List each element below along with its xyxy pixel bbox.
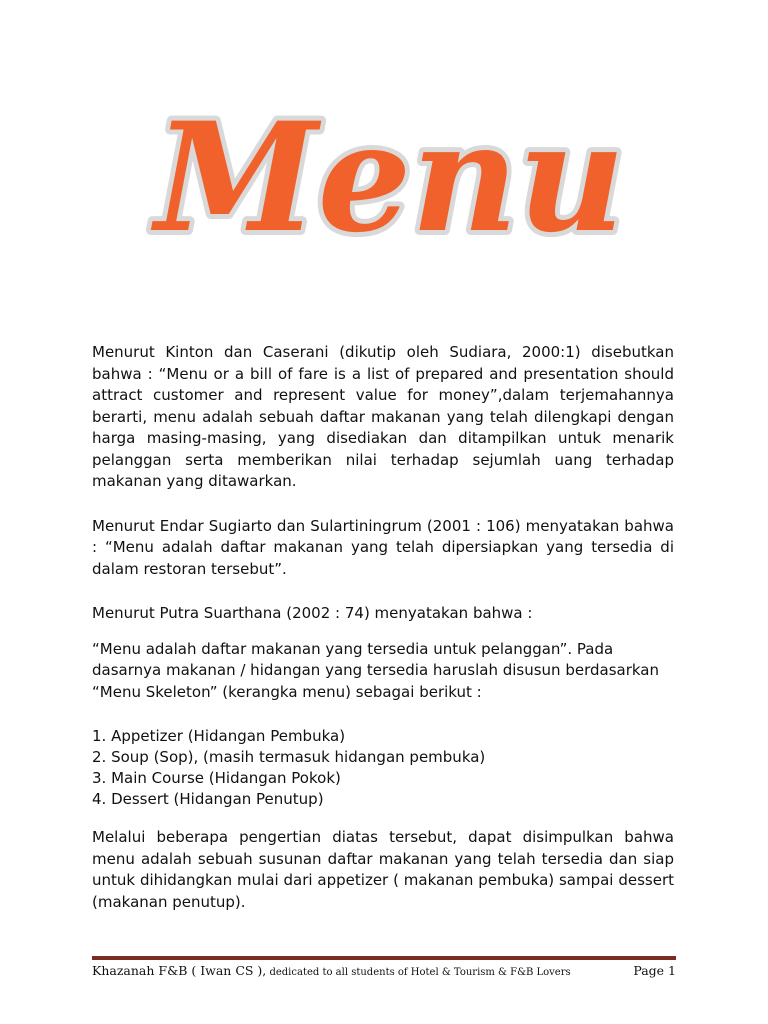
paragraph-definition-sugiarto: Menurut Endar Sugiarto dan Sulartiningrum (2001 : 106) menyatakan bahwa : “Menu adalah daftar makanan yang telah dipersiapkan yang tersedia di dalam restoran tersebut”. (92, 516, 674, 578)
footer-author: Khazanah F&B ( Iwan CS ), (92, 963, 267, 978)
paragraph-conclusion: Melalui beberapa pengertian diatas tersebut, dapat disimpulkan bahwa menu adalah sebuah susunan daftar makanan yang telah tersedia dan siap untuk dihidangkan mulai dari appetizer ( makanan pembuka) sampai dessert (makanan penutup). (92, 828, 674, 911)
document-body (92, 342, 674, 913)
paragraph-definition-suarthana: Menurut Putra Suarthana (2002 : 74) menyatakan bahwa : (92, 604, 533, 622)
paragraph-definition-kinton: Menurut Kinton dan Caserani (dikutip oleh Sudiara, 2000:1) disebutkan bahwa : “Menu or a bill of fare is a list of prepared and presentation should attract customer and represent value for money”,dalam terjemahannya berarti, menu adalah sebuah daftar makanan yang telah dilengkapi dengan harga masing-masing, yang disediakan dan ditampilkan untuk menarik pelanggan serta memberikan nilai terhadap sejumlah uang terhadap makanan yang ditawarkan. (92, 343, 674, 490)
list-item: 3. Main Course (Hidangan Pokok) (92, 769, 341, 787)
footer-dedication: dedicated to all students of Hotel & Tourism & F&B Lovers (266, 967, 571, 978)
list-item: 2. Soup (Sop), (masih termasuk hidangan pembuka) (92, 748, 486, 766)
list-item: 1. Appetizer (Hidangan Pembuka) (92, 727, 346, 745)
menu-title-art (140, 80, 640, 280)
menu-title: Menu (150, 90, 625, 266)
paragraph-menu-skeleton: “Menu adalah daftar makanan yang tersedia untuk pelanggan”. Pada dasarnya makanan / hidangan yang tersedia haruslah disusun berdasarkan “Menu Skeleton” (kerangka menu) sebagai berikut : (92, 639, 659, 701)
footer-divider (92, 956, 676, 960)
page-footer (92, 963, 676, 978)
list-item: 4. Dessert (Hidangan Penutup) (92, 790, 324, 808)
page-number: Page 1 (633, 963, 676, 978)
menu-skeleton-list (92, 726, 674, 810)
